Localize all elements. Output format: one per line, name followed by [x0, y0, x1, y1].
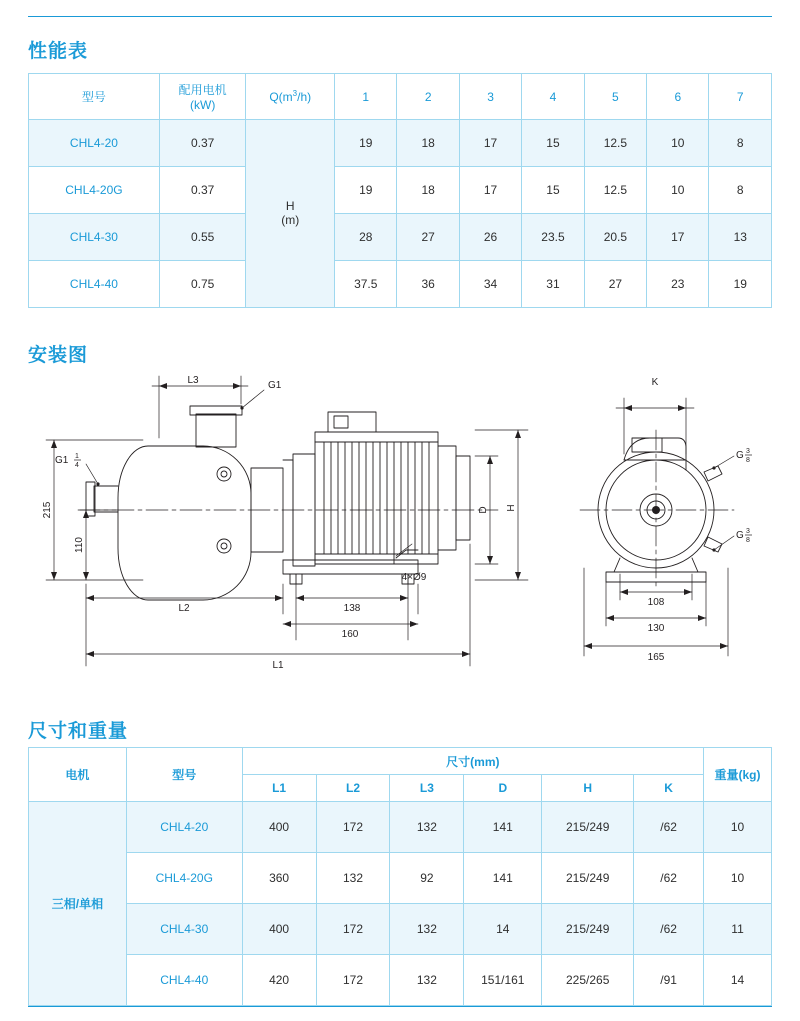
cell-h: 225/265 — [542, 955, 634, 1006]
table-row — [29, 955, 772, 1006]
cell-value: 37.5 — [335, 261, 397, 308]
table-row — [29, 261, 772, 308]
cell-value: 8 — [709, 167, 772, 214]
cell-l3: 92 — [390, 853, 464, 904]
table-row — [29, 853, 772, 904]
cell-value: 13 — [709, 214, 772, 261]
header-weight: 重量(kg) — [704, 748, 772, 802]
cell-l3: 132 — [390, 904, 464, 955]
cell-k: /62 — [634, 853, 704, 904]
label-138: 138 — [343, 603, 361, 614]
label-g38-bottom-num: 3 — [746, 528, 750, 535]
head-label-line1: H — [285, 198, 295, 213]
label-holes: 4×Ø9 — [401, 572, 427, 583]
cell-weight: 14 — [704, 955, 772, 1006]
cell-l1: 420 — [242, 955, 316, 1006]
header-motor-line2: (kW) — [190, 98, 216, 112]
cell-value: 8 — [709, 120, 772, 167]
cell-value: 19 — [709, 261, 772, 308]
header-l1: L1 — [242, 775, 316, 802]
cell-k: /62 — [634, 904, 704, 955]
label-g1: G1 — [268, 380, 282, 391]
table-row — [29, 167, 772, 214]
cell-value: 36 — [397, 261, 459, 308]
cell-value: 10 — [647, 167, 709, 214]
label-g38-bottom: G — [736, 530, 744, 541]
cell-motor: 0.75 — [159, 261, 246, 308]
header-h: H — [542, 775, 634, 802]
label-h: H — [506, 504, 517, 512]
cell-value: 19 — [335, 120, 397, 167]
cell-model: CHL4-30 — [126, 904, 242, 955]
label-165: 165 — [647, 652, 665, 663]
table-row — [29, 802, 772, 853]
cell-value: 17 — [459, 120, 521, 167]
header-model: 型号 — [126, 748, 242, 802]
cell-h: 215/249 — [542, 904, 634, 955]
dimensions-table — [28, 747, 772, 1006]
header-l2: L2 — [316, 775, 390, 802]
header-flow-5: 5 — [584, 74, 646, 120]
performance-section-title: 性能表 — [28, 41, 89, 62]
cell-value: 20.5 — [584, 214, 646, 261]
header-motor — [159, 74, 246, 120]
installation-drawing — [28, 368, 772, 698]
cell-motor: 0.37 — [159, 167, 246, 214]
label-g38-top-num: 3 — [746, 448, 750, 455]
header-motor: 电机 — [29, 748, 127, 802]
cell-motor: 0.37 — [159, 120, 246, 167]
cell-value: 10 — [647, 120, 709, 167]
dimensions-header-row-1 — [29, 748, 772, 775]
cell-k: /62 — [634, 802, 704, 853]
performance-table — [28, 73, 772, 308]
cell-value: 18 — [397, 167, 459, 214]
cell-value: 15 — [522, 167, 584, 214]
cell-model: CHL4-30 — [29, 214, 160, 261]
cell-d: 141 — [464, 802, 542, 853]
head-label-line2: (m) — [281, 212, 300, 227]
cell-model: CHL4-20 — [29, 120, 160, 167]
label-k: K — [651, 377, 659, 388]
bottom-divider — [28, 1006, 772, 1007]
cell-value: 12.5 — [584, 120, 646, 167]
label-215: 215 — [42, 501, 53, 519]
label-g1-quarter-den: 4 — [75, 462, 79, 469]
header-l3: L3 — [390, 775, 464, 802]
top-divider — [28, 16, 772, 17]
header-flow-1: 1 — [335, 74, 397, 120]
cell-head-label — [246, 120, 335, 308]
cell-value: 23.5 — [522, 214, 584, 261]
cell-l2: 172 — [316, 955, 390, 1006]
cell-motor-type: 三相/单相 — [29, 802, 127, 1006]
label-108: 108 — [647, 597, 665, 608]
cell-value: 17 — [647, 214, 709, 261]
cell-weight: 10 — [704, 853, 772, 904]
cell-value: 15 — [522, 120, 584, 167]
label-g1-quarter-num: 1 — [75, 453, 79, 460]
cell-model: CHL4-20G — [126, 853, 242, 904]
cell-k: /91 — [634, 955, 704, 1006]
cell-model: CHL4-40 — [29, 261, 160, 308]
table-row — [29, 214, 772, 261]
cell-l2: 172 — [316, 904, 390, 955]
label-110: 110 — [74, 537, 85, 553]
cell-l1: 360 — [242, 853, 316, 904]
cell-l1: 400 — [242, 802, 316, 853]
cell-d: 141 — [464, 853, 542, 904]
label-130: 130 — [647, 623, 665, 634]
cell-value: 19 — [335, 167, 397, 214]
cell-l1: 400 — [242, 904, 316, 955]
cell-value: 23 — [647, 261, 709, 308]
installation-section-title: 安装图 — [28, 345, 89, 366]
cell-weight: 11 — [704, 904, 772, 955]
label-d: D — [478, 506, 489, 514]
label-l1: L1 — [272, 660, 284, 671]
label-l3: L3 — [187, 375, 199, 386]
header-motor-line1: 配用电机 — [178, 83, 227, 97]
performance-header-row — [29, 74, 772, 120]
cell-value: 17 — [459, 167, 521, 214]
header-d: D — [464, 775, 542, 802]
dimensions-table-wrap — [28, 747, 772, 1006]
label-g38-bottom-den: 8 — [746, 537, 750, 544]
cell-weight: 10 — [704, 802, 772, 853]
cell-d: 14 — [464, 904, 542, 955]
cell-value: 27 — [397, 214, 459, 261]
label-160: 160 — [341, 629, 359, 640]
cell-model: CHL4-20 — [126, 802, 242, 853]
header-flow: $Q(m^3/h)$ — [246, 74, 335, 120]
cell-value: 31 — [522, 261, 584, 308]
cell-l2: 132 — [316, 853, 390, 904]
label-g38-top-den: 8 — [746, 457, 750, 464]
cell-l3: 132 — [390, 802, 464, 853]
cell-value: 18 — [397, 120, 459, 167]
cell-h: 215/249 — [542, 853, 634, 904]
cell-l3: 132 — [390, 955, 464, 1006]
label-g1-quarter: G1 — [55, 455, 69, 466]
dimensions-section-title: 尺寸和重量 — [28, 721, 129, 742]
cell-value: 28 — [335, 214, 397, 261]
header-flow-6: 6 — [647, 74, 709, 120]
header-model: 型号 — [29, 74, 160, 120]
header-flow-7: 7 — [709, 74, 772, 120]
cell-value: 12.5 — [584, 167, 646, 214]
table-row — [29, 120, 772, 167]
header-flow-4: 4 — [522, 74, 584, 120]
header-flow-2: 2 — [397, 74, 459, 120]
label-g38-top: G — [736, 450, 744, 461]
cell-value: 34 — [459, 261, 521, 308]
cell-value: 26 — [459, 214, 521, 261]
header-size-group: 尺寸(mm) — [242, 748, 703, 775]
table-row — [29, 904, 772, 955]
cell-motor: 0.55 — [159, 214, 246, 261]
cell-l2: 172 — [316, 802, 390, 853]
header-flow-3: 3 — [459, 74, 521, 120]
performance-table-wrap — [28, 73, 772, 308]
cell-model: CHL4-40 — [126, 955, 242, 1006]
installation-drawing-svg — [28, 368, 772, 698]
cell-d: 151/161 — [464, 955, 542, 1006]
header-k: K — [634, 775, 704, 802]
cell-h: 215/249 — [542, 802, 634, 853]
cell-value: 27 — [584, 261, 646, 308]
cell-model: CHL4-20G — [29, 167, 160, 214]
label-l2: L2 — [178, 603, 190, 614]
